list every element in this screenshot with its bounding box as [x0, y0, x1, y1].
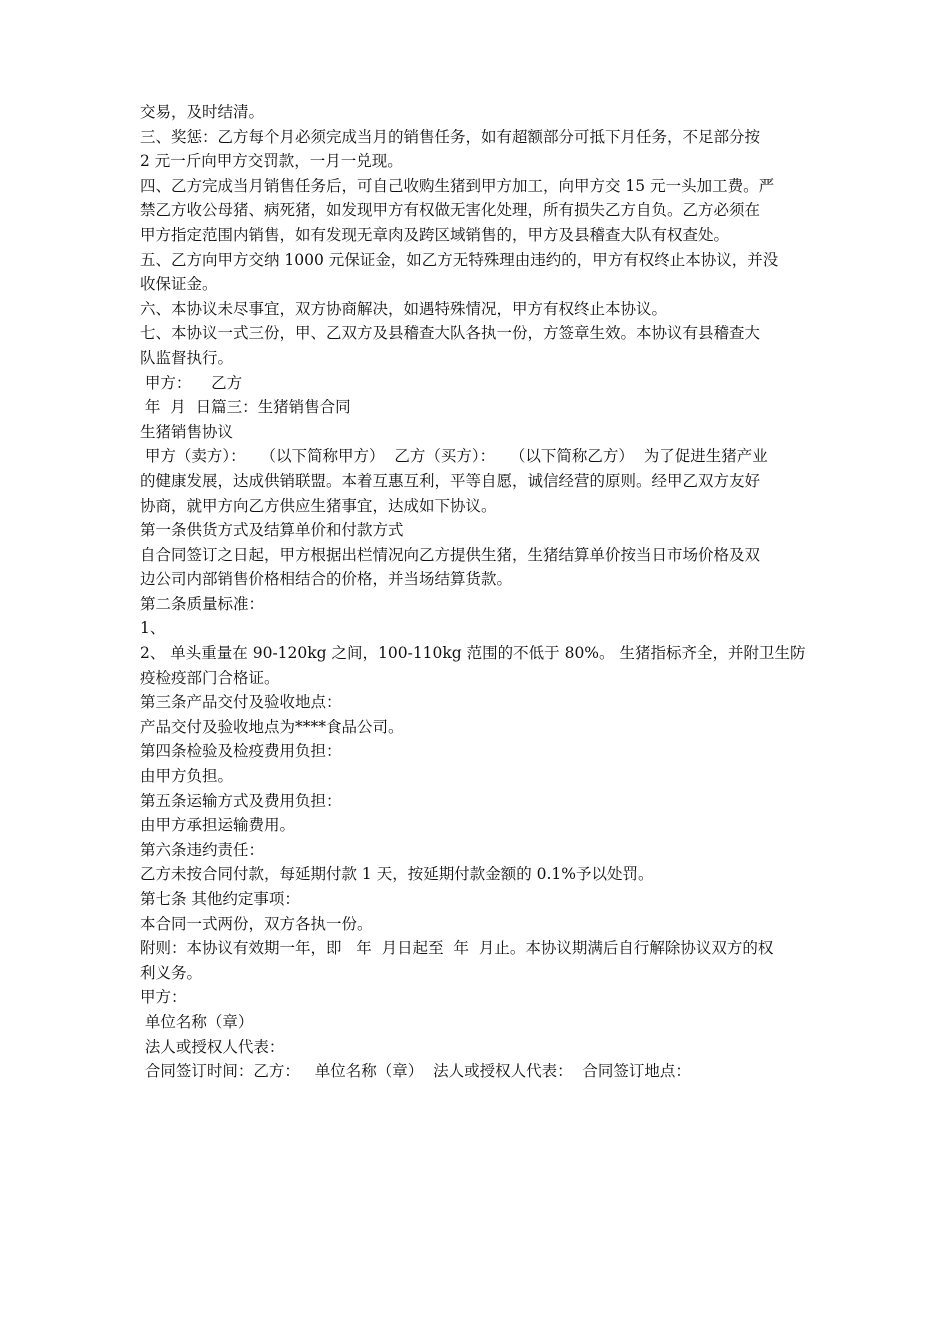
unit-name-line: 单位名称（章） — [140, 1012, 254, 1031]
article-1-line-1: 自合同签订之日起，甲方根据出栏情况向乙方提供生猪，生猪结算单价按当日市场价格及双 — [140, 545, 761, 564]
article-1-heading: 第一条供货方式及结算单价和付款方式 — [140, 521, 404, 540]
clause-7-line-2: 队监督执行。 — [140, 348, 234, 367]
parties-line-2: 的健康发展，达成供销联盟。本着互惠互利，平等自愿，诚信经营的原则。经甲乙双方友好 — [140, 471, 761, 490]
parties-line-1: 甲方（卖方）： （以下简称甲方） 乙方（买方）： （以下简称乙方） 为了促进生猪产业 — [140, 447, 768, 466]
article-2-item-2-line-1: 2、 单头重量在 90-120kg 之间，100-110kg 范围的不低于 80%。 生猪指标齐全，并附卫生防 — [140, 644, 806, 663]
article-7-heading: 第七条 其他约定事项： — [140, 890, 300, 908]
article-2-item-2-line-2: 疫检疫部门合格证。 — [140, 668, 280, 687]
article-2-item-1: 1、 — [140, 619, 166, 638]
appendix-line-1: 附则：本协议有效期一年，即 年 月日起至 年 月止。本协议期满后自行解除协议双方的权 — [140, 939, 774, 958]
article-6-body: 乙方未按合同付款，每延期付款 1 天，按延期付款金额的 0.1%予以处罚。 — [140, 865, 654, 884]
document-page — [140, 100, 820, 1084]
signature-parties-line: 甲方： 乙方 — [140, 373, 243, 392]
clause-5-line-1: 五、乙方向甲方交纳 1000 元保证金，如乙方无特殊理由违约的，甲方有权终止本协议，并没 — [140, 250, 779, 269]
clause-4-line-1: 四、乙方完成当月销售任务后，可自己收购生猪到甲方加工，向甲方交 15 元一头加工费。严 — [140, 176, 775, 195]
article-3-body: 产品交付及验收地点为****食品公司。 — [140, 717, 404, 736]
article-6-heading: 第六条违约责任： — [140, 840, 265, 859]
clause-4-line-3: 甲方指定范围内销售，如有发现无章肉及跨区域销售的，甲方及县稽查大队有权查处。 — [140, 225, 730, 244]
date-and-section-title: 年 月 日篇三：生猪销售合同 — [140, 398, 351, 417]
article-2-heading: 第二条质量标准： — [140, 594, 265, 613]
legal-representative-line: 法人或授权人代表： — [140, 1037, 285, 1056]
parties-line-3: 协商，就甲方向乙方供应生猪事宜，达成如下协议。 — [140, 496, 497, 515]
article-4-body: 由甲方负担。 — [140, 767, 234, 786]
article-5-heading: 第五条运输方式及费用负担： — [140, 791, 342, 810]
party-a-label: 甲方： — [140, 988, 187, 1007]
article-3-heading: 第三条产品交付及验收地点： — [140, 693, 342, 712]
clause-3-line-2: 2 元一斤向甲方交罚款，一月一兑现。 — [140, 152, 403, 171]
signing-info-line: 合同签订时间：乙方： 单位名称（章） 法人或授权人代表： 合同签订地点： — [140, 1062, 691, 1081]
text-line-1: 交易，及时结清。 — [140, 103, 265, 121]
clause-4-line-2: 禁乙方收公母猪、病死猪，如发现甲方有权做无害化处理，所有损失乙方自负。乙方必须在 — [140, 201, 761, 220]
clause-6-line: 六、本协议未尽事宜，双方协商解决，如遇特殊情况，甲方有权终止本协议。 — [140, 299, 668, 318]
article-4-heading: 第四条检验及检疫费用负担： — [140, 742, 342, 761]
agreement-title: 生猪销售协议 — [140, 422, 234, 441]
appendix-line-2: 利义务。 — [140, 963, 203, 982]
article-1-line-2: 边公司内部销售价格相结合的价格，并当场结算货款。 — [140, 570, 513, 589]
clause-5-line-2: 收保证金。 — [140, 275, 218, 294]
clause-7-line-1: 七、本协议一式三份，甲、乙双方及县稽查大队各执一份，方签章生效。本协议有县稽查大 — [140, 324, 761, 343]
article-7-body: 本合同一式两份，双方各执一份。 — [140, 914, 373, 933]
article-5-body: 由甲方承担运输费用。 — [140, 816, 296, 835]
clause-3-line-1: 三、奖惩：乙方每个月必须完成当月的销售任务，如有超额部分可抵下月任务，不足部分按 — [140, 127, 761, 146]
